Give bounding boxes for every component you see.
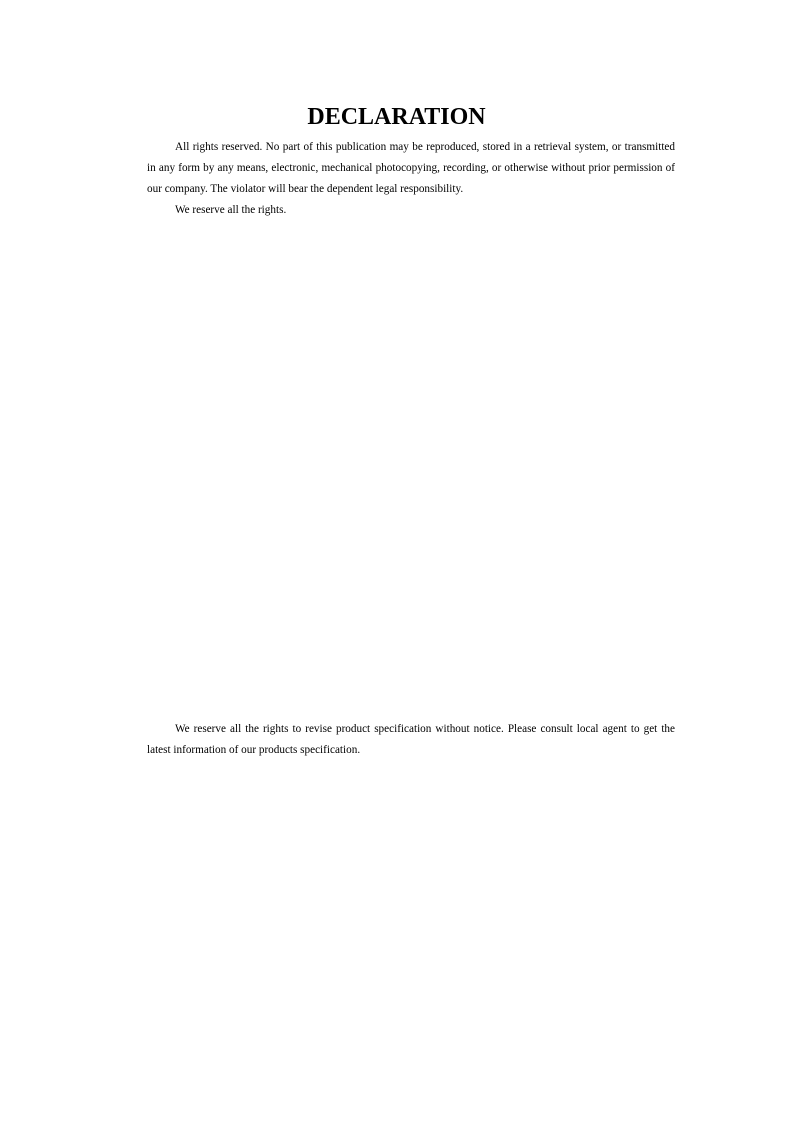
reserve-rights-paragraph: We reserve all the rights. bbox=[175, 204, 287, 216]
revision-notice-paragraph: We reserve all the rights to revise product specification without notice. Please consult local agent to get the latest information of our products specification. bbox=[147, 723, 675, 757]
copyright-paragraph: All rights reserved. No part of this publication may be reproduced, stored in a retrieval system, or transmitted in any form by any means, electronic, mechanical photocopying, recording, or otherwise without prior permission of our company. The violator will bear the dependent legal responsibility. bbox=[147, 141, 675, 196]
page-title: DECLARATION bbox=[307, 104, 486, 130]
